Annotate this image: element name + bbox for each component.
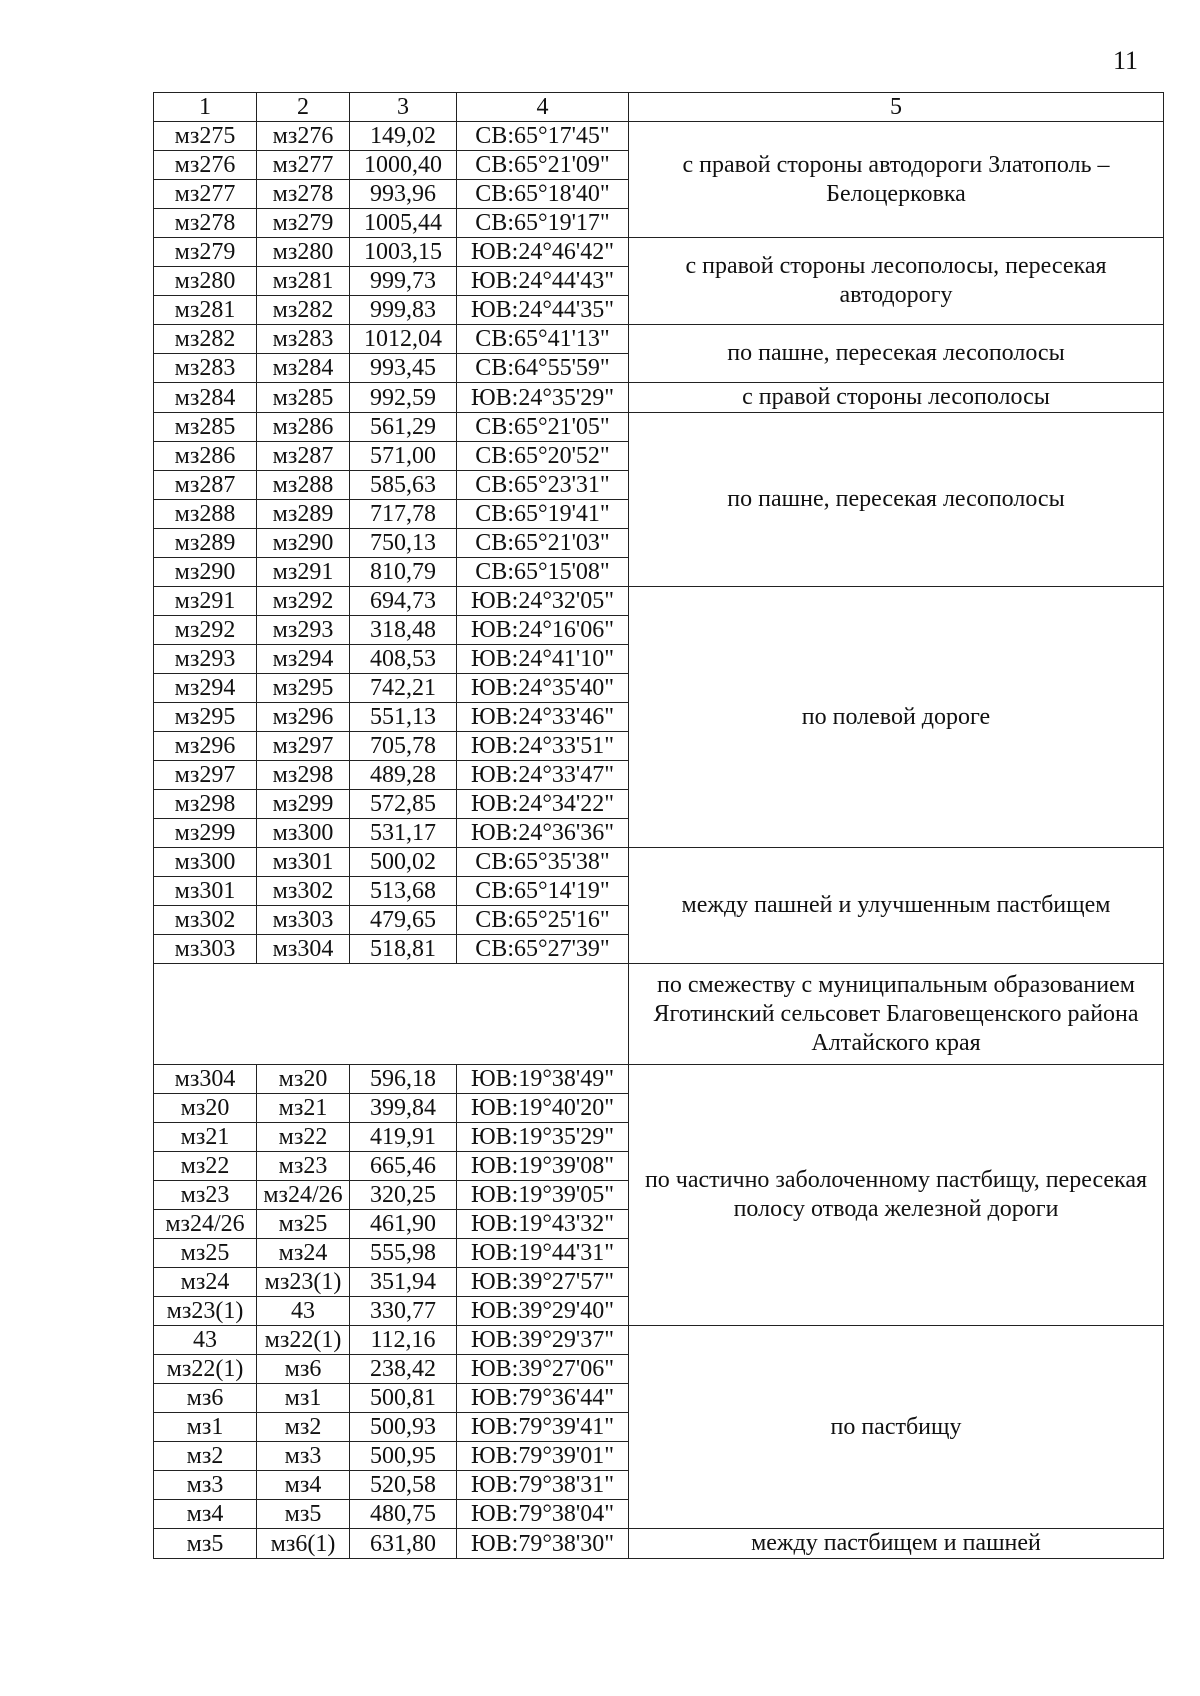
from-point-cell: мз5 xyxy=(154,1529,257,1559)
distance-cell: 1000,40 xyxy=(350,151,457,180)
bearing-cell: СВ:65°19'17" xyxy=(457,209,629,238)
bearing-cell: ЮВ:24°32'05" xyxy=(457,587,629,616)
table-row xyxy=(154,325,1164,354)
table-row xyxy=(154,413,1164,442)
header-cell-2: 2 xyxy=(257,93,350,122)
to-point-cell: мз284 xyxy=(257,354,350,383)
distance-cell: 999,83 xyxy=(350,296,457,325)
bearing-cell: ЮВ:24°33'51" xyxy=(457,732,629,761)
from-point-cell: мз281 xyxy=(154,296,257,325)
bearing-cell: СВ:65°41'13" xyxy=(457,325,629,354)
to-point-cell: мз295 xyxy=(257,674,350,703)
to-point-cell: мз298 xyxy=(257,761,350,790)
to-point-cell: мз22(1) xyxy=(257,1326,350,1355)
bearing-cell: СВ:65°19'41" xyxy=(457,500,629,529)
distance-cell: 318,48 xyxy=(350,616,457,645)
boundary-description: с правой стороны лесополосы xyxy=(629,383,1164,413)
from-point-cell: мз276 xyxy=(154,151,257,180)
from-point-cell: мз301 xyxy=(154,877,257,906)
distance-cell: 992,59 xyxy=(350,383,457,413)
bearing-cell: СВ:65°18'40" xyxy=(457,180,629,209)
bearing-cell: СВ:65°35'38" xyxy=(457,848,629,877)
distance-cell: 531,17 xyxy=(350,819,457,848)
from-point-cell: мз2 xyxy=(154,1442,257,1471)
distance-cell: 551,13 xyxy=(350,703,457,732)
from-point-cell: мз297 xyxy=(154,761,257,790)
to-point-cell: мз289 xyxy=(257,500,350,529)
bearing-cell: СВ:65°14'19" xyxy=(457,877,629,906)
to-point-cell: мз280 xyxy=(257,238,350,267)
header-row xyxy=(154,93,1164,122)
from-point-cell: мз23(1) xyxy=(154,1297,257,1326)
from-point-cell: мз290 xyxy=(154,558,257,587)
distance-cell: 238,42 xyxy=(350,1355,457,1384)
table-body xyxy=(154,122,1164,1559)
to-point-cell: мз283 xyxy=(257,325,350,354)
bearing-cell: ЮВ:39°27'06" xyxy=(457,1355,629,1384)
bearing-cell: ЮВ:24°46'42" xyxy=(457,238,629,267)
bearing-cell: ЮВ:39°29'37" xyxy=(457,1326,629,1355)
from-point-cell: мз285 xyxy=(154,413,257,442)
to-point-cell: мз304 xyxy=(257,935,350,964)
from-point-cell: мз300 xyxy=(154,848,257,877)
distance-cell: 717,78 xyxy=(350,500,457,529)
to-point-cell: мз300 xyxy=(257,819,350,848)
header-cell-3: 3 xyxy=(350,93,457,122)
bearing-cell: СВ:64°55'59" xyxy=(457,354,629,383)
distance-cell: 1005,44 xyxy=(350,209,457,238)
distance-cell: 571,00 xyxy=(350,442,457,471)
from-point-cell: мз282 xyxy=(154,325,257,354)
from-point-cell: мз20 xyxy=(154,1094,257,1123)
from-point-cell: мз299 xyxy=(154,819,257,848)
bearing-cell: ЮВ:79°38'31" xyxy=(457,1471,629,1500)
table-row xyxy=(154,1529,1164,1559)
boundary-description: с правой стороны автодороги Златополь – Белоцерковка xyxy=(629,122,1164,238)
table-row xyxy=(154,848,1164,877)
to-point-cell: мз4 xyxy=(257,1471,350,1500)
distance-cell: 705,78 xyxy=(350,732,457,761)
bearing-cell: ЮВ:24°16'06" xyxy=(457,616,629,645)
bearing-cell: ЮВ:19°39'05" xyxy=(457,1181,629,1210)
to-point-cell: мз6 xyxy=(257,1355,350,1384)
from-point-cell: мз278 xyxy=(154,209,257,238)
bearing-cell: СВ:65°21'03" xyxy=(457,529,629,558)
to-point-cell: мз276 xyxy=(257,122,350,151)
from-point-cell: мз292 xyxy=(154,616,257,645)
header-cell-5: 5 xyxy=(629,93,1164,122)
from-point-cell: мз24 xyxy=(154,1268,257,1297)
from-point-cell: мз25 xyxy=(154,1239,257,1268)
bearing-cell: СВ:65°17'45" xyxy=(457,122,629,151)
distance-cell: 694,73 xyxy=(350,587,457,616)
from-point-cell: мз294 xyxy=(154,674,257,703)
from-point-cell: мз22 xyxy=(154,1152,257,1181)
from-point-cell: мз22(1) xyxy=(154,1355,257,1384)
bearing-cell: ЮВ:24°41'10" xyxy=(457,645,629,674)
from-point-cell: мз286 xyxy=(154,442,257,471)
distance-cell: 1012,04 xyxy=(350,325,457,354)
distance-cell: 513,68 xyxy=(350,877,457,906)
distance-cell: 500,95 xyxy=(350,1442,457,1471)
to-point-cell: мз290 xyxy=(257,529,350,558)
bearing-cell: ЮВ:79°38'30" xyxy=(457,1529,629,1559)
bearing-cell: СВ:65°15'08" xyxy=(457,558,629,587)
bearing-cell: ЮВ:24°33'47" xyxy=(457,761,629,790)
distance-cell: 555,98 xyxy=(350,1239,457,1268)
distance-cell: 750,13 xyxy=(350,529,457,558)
distance-cell: 572,85 xyxy=(350,790,457,819)
bearing-cell: ЮВ:39°27'57" xyxy=(457,1268,629,1297)
to-point-cell: мз291 xyxy=(257,558,350,587)
from-point-cell: мз1 xyxy=(154,1413,257,1442)
to-point-cell: мз303 xyxy=(257,906,350,935)
bearing-cell: ЮВ:19°35'29" xyxy=(457,1123,629,1152)
bearing-cell: ЮВ:24°44'35" xyxy=(457,296,629,325)
separator-row xyxy=(154,964,1164,1065)
distance-cell: 500,02 xyxy=(350,848,457,877)
from-point-cell: мз21 xyxy=(154,1123,257,1152)
separator-description: по смежеству с муниципальным образованием Яготинский сельсовет Благовещенского района Алтайского края xyxy=(629,964,1164,1065)
boundary-description: между пашней и улучшенным пастбищем xyxy=(629,848,1164,964)
to-point-cell: мз301 xyxy=(257,848,350,877)
distance-cell: 399,84 xyxy=(350,1094,457,1123)
distance-cell: 408,53 xyxy=(350,645,457,674)
distance-cell: 480,75 xyxy=(350,1500,457,1529)
distance-cell: 489,28 xyxy=(350,761,457,790)
boundary-description: с правой стороны лесополосы, пересекая автодорогу xyxy=(629,238,1164,325)
from-point-cell: мз283 xyxy=(154,354,257,383)
table-row xyxy=(154,122,1164,151)
to-point-cell: мз25 xyxy=(257,1210,350,1239)
bearing-cell: СВ:65°20'52" xyxy=(457,442,629,471)
to-point-cell: мз20 xyxy=(257,1065,350,1094)
bearing-cell: ЮВ:24°33'46" xyxy=(457,703,629,732)
bearing-cell: ЮВ:19°44'31" xyxy=(457,1239,629,1268)
bearing-cell: ЮВ:79°39'01" xyxy=(457,1442,629,1471)
distance-cell: 479,65 xyxy=(350,906,457,935)
boundary-description: по частично заболоченному пастбищу, пересекая полосу отвода железной дороги xyxy=(629,1065,1164,1326)
to-point-cell: мз3 xyxy=(257,1442,350,1471)
page-number: 11 xyxy=(1113,46,1139,75)
to-point-cell: мз287 xyxy=(257,442,350,471)
bearing-cell: СВ:65°25'16" xyxy=(457,906,629,935)
bearing-cell: ЮВ:24°35'40" xyxy=(457,674,629,703)
to-point-cell: мз282 xyxy=(257,296,350,325)
from-point-cell: мз293 xyxy=(154,645,257,674)
to-point-cell: мз278 xyxy=(257,180,350,209)
distance-cell: 520,58 xyxy=(350,1471,457,1500)
from-point-cell: мз277 xyxy=(154,180,257,209)
header-cell-1: 1 xyxy=(154,93,257,122)
boundary-description: между пастбищем и пашней xyxy=(629,1529,1164,1559)
from-point-cell: мз288 xyxy=(154,500,257,529)
from-point-cell: мз287 xyxy=(154,471,257,500)
bearing-cell: ЮВ:24°36'36" xyxy=(457,819,629,848)
from-point-cell: мз298 xyxy=(154,790,257,819)
bearing-cell: ЮВ:24°44'43" xyxy=(457,267,629,296)
to-point-cell: мз6(1) xyxy=(257,1529,350,1559)
distance-cell: 149,02 xyxy=(350,122,457,151)
distance-cell: 419,91 xyxy=(350,1123,457,1152)
from-point-cell: мз6 xyxy=(154,1384,257,1413)
to-point-cell: мз24 xyxy=(257,1239,350,1268)
from-point-cell: мз296 xyxy=(154,732,257,761)
from-point-cell: мз302 xyxy=(154,906,257,935)
from-point-cell: мз24/26 xyxy=(154,1210,257,1239)
bearing-cell: ЮВ:19°40'20" xyxy=(457,1094,629,1123)
table-row xyxy=(154,383,1164,413)
bearing-cell: ЮВ:19°39'08" xyxy=(457,1152,629,1181)
from-point-cell: мз279 xyxy=(154,238,257,267)
from-point-cell: мз291 xyxy=(154,587,257,616)
to-point-cell: мз297 xyxy=(257,732,350,761)
to-point-cell: мз281 xyxy=(257,267,350,296)
distance-cell: 561,29 xyxy=(350,413,457,442)
bearing-cell: СВ:65°21'05" xyxy=(457,413,629,442)
from-point-cell: мз275 xyxy=(154,122,257,151)
from-point-cell: мз295 xyxy=(154,703,257,732)
bearing-cell: СВ:65°27'39" xyxy=(457,935,629,964)
distance-cell: 500,81 xyxy=(350,1384,457,1413)
from-point-cell: мз4 xyxy=(154,1500,257,1529)
to-point-cell: мз21 xyxy=(257,1094,350,1123)
from-point-cell: мз280 xyxy=(154,267,257,296)
distance-cell: 320,25 xyxy=(350,1181,457,1210)
to-point-cell: мз2 xyxy=(257,1413,350,1442)
to-point-cell: мз1 xyxy=(257,1384,350,1413)
from-point-cell: мз304 xyxy=(154,1065,257,1094)
bearing-cell: СВ:65°23'31" xyxy=(457,471,629,500)
distance-cell: 461,90 xyxy=(350,1210,457,1239)
to-point-cell: мз292 xyxy=(257,587,350,616)
distance-cell: 665,46 xyxy=(350,1152,457,1181)
boundary-description: по полевой дороге xyxy=(629,587,1164,848)
distance-cell: 1003,15 xyxy=(350,238,457,267)
bearing-cell: ЮВ:79°39'41" xyxy=(457,1413,629,1442)
to-point-cell: 43 xyxy=(257,1297,350,1326)
distance-cell: 330,77 xyxy=(350,1297,457,1326)
bearing-cell: ЮВ:24°34'22" xyxy=(457,790,629,819)
separator-blank-cell xyxy=(154,964,629,1065)
bearing-cell: ЮВ:39°29'40" xyxy=(457,1297,629,1326)
distance-cell: 993,45 xyxy=(350,354,457,383)
table-row xyxy=(154,587,1164,616)
header-cell-4: 4 xyxy=(457,93,629,122)
distance-cell: 999,73 xyxy=(350,267,457,296)
to-point-cell: мз286 xyxy=(257,413,350,442)
table-row xyxy=(154,1065,1164,1094)
boundary-table xyxy=(153,92,1164,1559)
to-point-cell: мз22 xyxy=(257,1123,350,1152)
bearing-cell: ЮВ:79°38'04" xyxy=(457,1500,629,1529)
from-point-cell: 43 xyxy=(154,1326,257,1355)
to-point-cell: мз279 xyxy=(257,209,350,238)
boundary-description: по пашне, пересекая лесополосы xyxy=(629,325,1164,383)
bearing-cell: ЮВ:19°38'49" xyxy=(457,1065,629,1094)
distance-cell: 742,21 xyxy=(350,674,457,703)
to-point-cell: мз5 xyxy=(257,1500,350,1529)
to-point-cell: мз299 xyxy=(257,790,350,819)
to-point-cell: мз294 xyxy=(257,645,350,674)
distance-cell: 993,96 xyxy=(350,180,457,209)
table-row xyxy=(154,238,1164,267)
from-point-cell: мз23 xyxy=(154,1181,257,1210)
boundary-description: по пашне, пересекая лесополосы xyxy=(629,413,1164,587)
to-point-cell: мз23 xyxy=(257,1152,350,1181)
distance-cell: 596,18 xyxy=(350,1065,457,1094)
from-point-cell: мз289 xyxy=(154,529,257,558)
to-point-cell: мз293 xyxy=(257,616,350,645)
distance-cell: 585,63 xyxy=(350,471,457,500)
boundary-description: по пастбищу xyxy=(629,1326,1164,1529)
to-point-cell: мз288 xyxy=(257,471,350,500)
to-point-cell: мз302 xyxy=(257,877,350,906)
table-row xyxy=(154,1326,1164,1355)
from-point-cell: мз303 xyxy=(154,935,257,964)
distance-cell: 518,81 xyxy=(350,935,457,964)
distance-cell: 810,79 xyxy=(350,558,457,587)
to-point-cell: мз285 xyxy=(257,383,350,413)
to-point-cell: мз23(1) xyxy=(257,1268,350,1297)
distance-cell: 631,80 xyxy=(350,1529,457,1559)
to-point-cell: мз296 xyxy=(257,703,350,732)
bearing-cell: ЮВ:24°35'29" xyxy=(457,383,629,413)
distance-cell: 112,16 xyxy=(350,1326,457,1355)
to-point-cell: мз24/26 xyxy=(257,1181,350,1210)
distance-cell: 500,93 xyxy=(350,1413,457,1442)
bearing-cell: СВ:65°21'09" xyxy=(457,151,629,180)
distance-cell: 351,94 xyxy=(350,1268,457,1297)
from-point-cell: мз3 xyxy=(154,1471,257,1500)
to-point-cell: мз277 xyxy=(257,151,350,180)
bearing-cell: ЮВ:79°36'44" xyxy=(457,1384,629,1413)
from-point-cell: мз284 xyxy=(154,383,257,413)
bearing-cell: ЮВ:19°43'32" xyxy=(457,1210,629,1239)
